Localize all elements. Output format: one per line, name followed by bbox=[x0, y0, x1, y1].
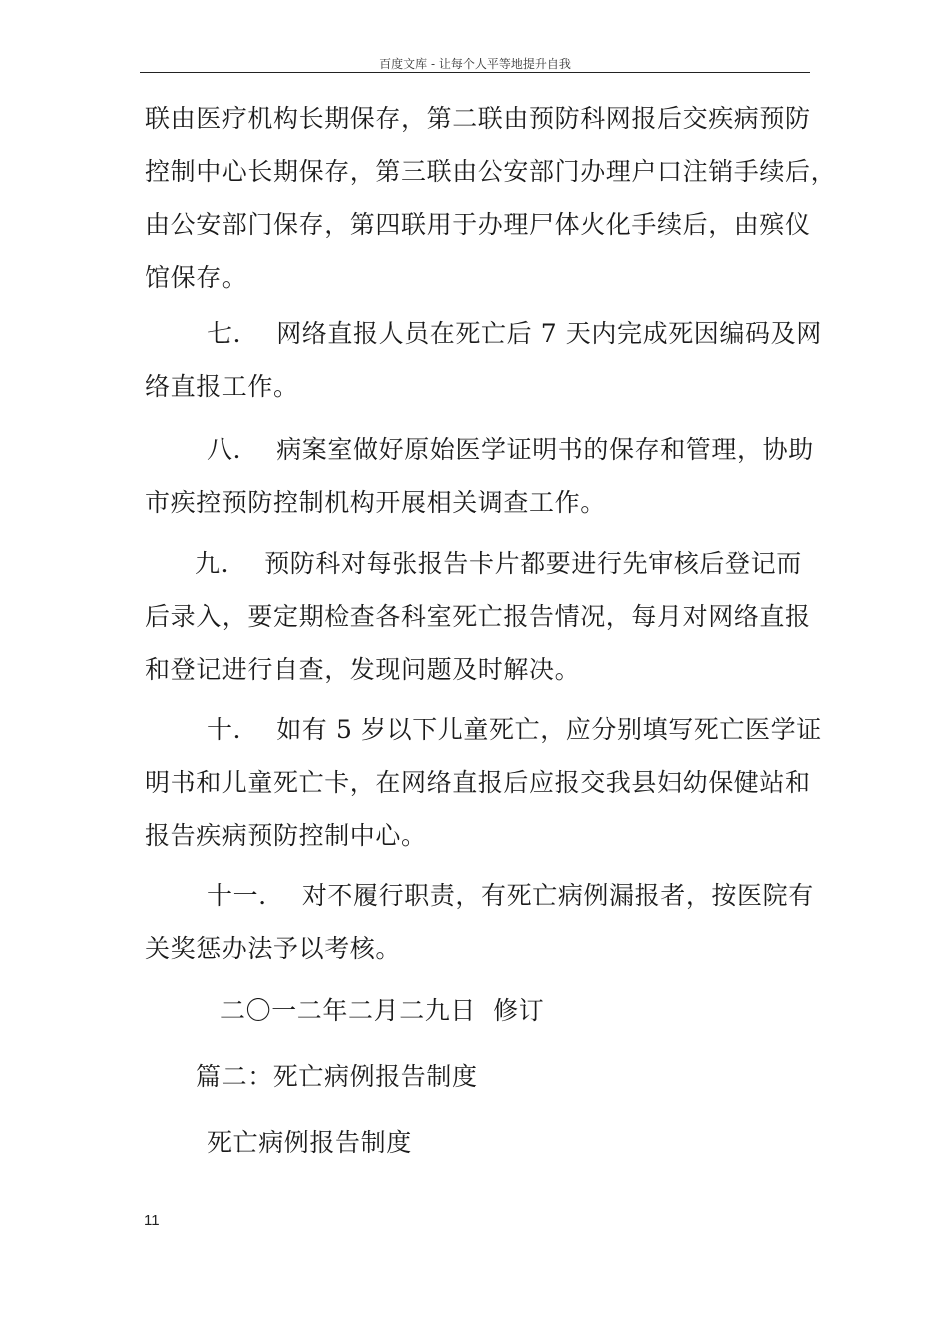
revision-date bbox=[220, 984, 544, 1037]
list-item-10 bbox=[145, 703, 822, 862]
text-line bbox=[145, 423, 814, 476]
section-title-text: 死亡病例报告制度 bbox=[207, 1128, 412, 1157]
section-title bbox=[207, 1116, 412, 1169]
item-text: 网络直报人员在死亡后 7 天内完成死因编码及网 bbox=[276, 319, 822, 348]
revision-date-text: 二〇一二年二月二九日 修订 bbox=[220, 996, 545, 1025]
page-number: 11 bbox=[144, 1212, 160, 1229]
text-line: 联由医疗机构长期保存，第二联由预防科网报后交疾病预防 bbox=[145, 104, 811, 133]
item-text: 如有 5 岁以下儿童死亡，应分别填写死亡医学证 bbox=[276, 715, 822, 744]
text-line: 馆保存。 bbox=[145, 263, 248, 292]
text-line: 控制中心长期保存，第三联由公安部门办理户口注销手续后， bbox=[145, 157, 837, 186]
text-line: 关奖惩办法予以考核。 bbox=[145, 934, 402, 963]
list-item-7 bbox=[145, 307, 822, 413]
text-line: 明书和儿童死亡卡，在网络直报后应报交我县妇幼保健站和 bbox=[145, 768, 811, 797]
header-divider bbox=[140, 72, 810, 73]
text-line bbox=[145, 307, 822, 360]
list-item-9 bbox=[145, 537, 811, 696]
text-line: 和登记进行自查，发现问题及时解决。 bbox=[145, 655, 581, 684]
list-item-8 bbox=[145, 423, 814, 529]
text-line bbox=[145, 869, 814, 922]
page-header: 百度文库 - 让每个人平等地提升自我 bbox=[379, 57, 571, 71]
text-line: 由公安部门保存，第四联用于办理尸体火化手续后，由殡仪 bbox=[145, 210, 811, 239]
paragraph-continuation bbox=[145, 92, 836, 304]
list-item-11 bbox=[145, 869, 814, 975]
item-text: 病案室做好原始医学证明书的保存和管理，协助 bbox=[276, 435, 814, 464]
section-heading-text: 篇二：死亡病例报告制度 bbox=[196, 1062, 478, 1091]
item-number: 十一． bbox=[207, 881, 284, 910]
item-text: 预防科对每张报告卡片都要进行先审核后登记而 bbox=[264, 549, 802, 578]
section-heading bbox=[196, 1050, 478, 1103]
text-line: 市疾控预防控制机构开展相关调查工作。 bbox=[145, 488, 606, 517]
item-number: 十． bbox=[207, 715, 259, 744]
item-number: 八． bbox=[207, 435, 259, 464]
text-line bbox=[145, 537, 811, 590]
text-line: 络直报工作。 bbox=[145, 372, 299, 401]
item-number: 九． bbox=[195, 549, 247, 578]
item-number: 七． bbox=[207, 319, 259, 348]
text-line bbox=[145, 703, 822, 756]
text-line: 后录入，要定期检查各科室死亡报告情况，每月对网络直报 bbox=[145, 602, 811, 631]
item-text: 对不履行职责，有死亡病例漏报者，按医院有 bbox=[301, 881, 814, 910]
text-line: 报告疾病预防控制中心。 bbox=[145, 821, 427, 850]
